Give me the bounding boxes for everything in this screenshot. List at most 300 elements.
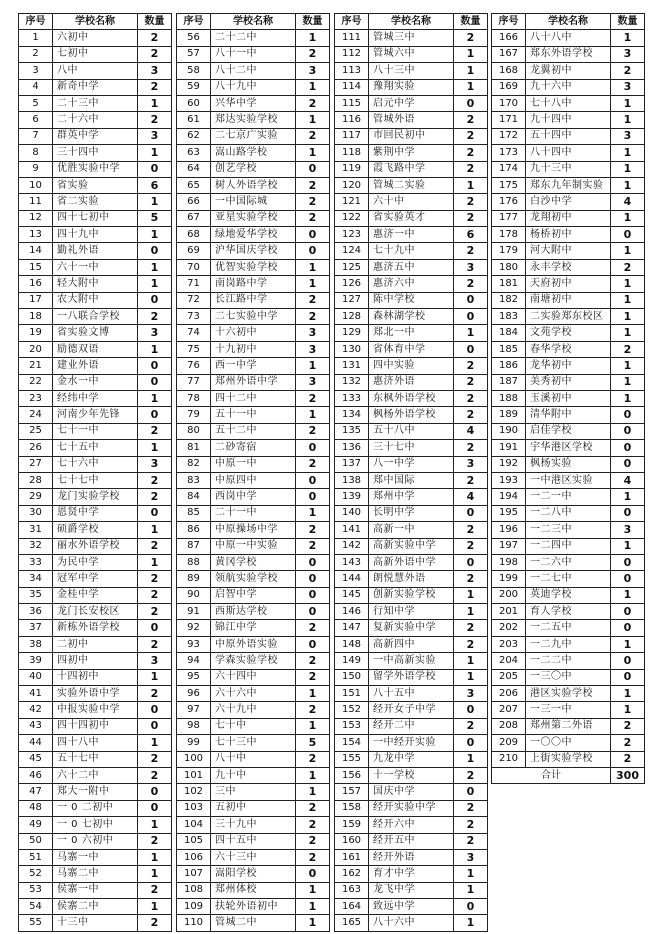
table-row <box>335 915 488 931</box>
school-table-column-4 <box>491 13 645 784</box>
table-row <box>177 538 330 554</box>
table-row <box>177 423 330 439</box>
row-index: 131 <box>335 358 369 374</box>
row-index: 119 <box>335 161 369 177</box>
school-name: 侯寨一中 <box>53 882 138 898</box>
table-row <box>177 522 330 538</box>
school-count: 1 <box>138 554 172 570</box>
school-count: 2 <box>454 276 488 292</box>
row-index: 191 <box>492 440 526 456</box>
table-row <box>177 505 330 521</box>
school-count: 2 <box>454 833 488 849</box>
school-name: 一〇〇中 <box>526 735 611 751</box>
school-name: 二砂寄宿 <box>211 440 296 456</box>
header-school: 学校名称 <box>369 14 454 30</box>
table-header-row <box>19 14 172 30</box>
table-header-row <box>177 14 330 30</box>
table-row <box>335 374 488 390</box>
table-row <box>177 63 330 79</box>
table-row <box>335 161 488 177</box>
school-name: 七十五中 <box>53 440 138 456</box>
school-name: 八十八中 <box>526 30 611 46</box>
table-row <box>177 784 330 800</box>
school-name: 龙翼初中 <box>526 63 611 79</box>
table-row <box>177 161 330 177</box>
table-row <box>492 63 645 79</box>
table-row <box>177 571 330 587</box>
table-row <box>492 751 645 767</box>
table-row <box>19 210 172 226</box>
row-index: 193 <box>492 472 526 488</box>
row-index: 28 <box>19 472 53 488</box>
table-row <box>19 292 172 308</box>
school-count: 1 <box>611 210 645 226</box>
table-row <box>177 407 330 423</box>
school-name: 省实验英才 <box>369 210 454 226</box>
school-name: 四十九中 <box>53 227 138 243</box>
row-index: 23 <box>19 390 53 406</box>
row-index: 74 <box>177 325 211 341</box>
school-count: 2 <box>611 751 645 767</box>
school-name: 十四初中 <box>53 669 138 685</box>
table-row <box>177 866 330 882</box>
row-index: 172 <box>492 128 526 144</box>
table-row <box>335 63 488 79</box>
school-count: 1 <box>611 95 645 111</box>
school-name: 沪华国庆学校 <box>211 243 296 259</box>
table-row <box>335 259 488 275</box>
table-row <box>177 227 330 243</box>
school-name: 郑达实验学校 <box>211 112 296 128</box>
row-index: 91 <box>177 604 211 620</box>
school-name: 清华附中 <box>526 407 611 423</box>
school-name: 八十二中 <box>211 63 296 79</box>
school-count: 5 <box>138 210 172 226</box>
school-count: 0 <box>454 505 488 521</box>
table-row <box>19 604 172 620</box>
school-name: 管城三中 <box>369 30 454 46</box>
row-index: 72 <box>177 292 211 308</box>
school-name: 金水一中 <box>53 374 138 390</box>
school-name: 一 0 二初中 <box>53 800 138 816</box>
school-name: 一二四中 <box>526 538 611 554</box>
school-name: 一二三中 <box>526 522 611 538</box>
school-name: 郑东外语学校 <box>526 46 611 62</box>
school-name: 十三中 <box>53 915 138 931</box>
table-row <box>19 63 172 79</box>
table-row <box>335 636 488 652</box>
table-row <box>335 735 488 751</box>
school-count: 2 <box>611 259 645 275</box>
row-index: 164 <box>335 899 369 915</box>
school-count: 0 <box>454 554 488 570</box>
school-count: 1 <box>138 669 172 685</box>
row-index: 100 <box>177 751 211 767</box>
table-row <box>335 210 488 226</box>
row-index: 168 <box>492 63 526 79</box>
school-count: 2 <box>138 915 172 931</box>
school-name: 二十一中 <box>211 505 296 521</box>
table-row <box>335 669 488 685</box>
row-index: 1 <box>19 30 53 46</box>
school-count: 0 <box>296 604 330 620</box>
school-name: 省体育中学 <box>369 341 454 357</box>
table-row <box>19 882 172 898</box>
row-index: 120 <box>335 177 369 193</box>
table-row <box>19 833 172 849</box>
school-name: 九十三中 <box>526 161 611 177</box>
school-name: 四十七初中 <box>53 210 138 226</box>
row-index: 139 <box>335 489 369 505</box>
school-name: 十六初中 <box>211 325 296 341</box>
row-index: 192 <box>492 456 526 472</box>
table-row <box>19 554 172 570</box>
school-name: 五十七中 <box>53 751 138 767</box>
row-index: 6 <box>19 112 53 128</box>
school-name: 嵩山路学校 <box>211 145 296 161</box>
table-row <box>19 46 172 62</box>
row-index: 163 <box>335 882 369 898</box>
row-index: 24 <box>19 407 53 423</box>
school-count: 2 <box>454 145 488 161</box>
row-index: 187 <box>492 374 526 390</box>
row-index: 8 <box>19 145 53 161</box>
table-row <box>335 95 488 111</box>
school-count: 1 <box>611 390 645 406</box>
row-index: 65 <box>177 177 211 193</box>
table-row <box>335 882 488 898</box>
school-name: 六十九中 <box>211 702 296 718</box>
row-index: 16 <box>19 276 53 292</box>
school-count: 0 <box>138 620 172 636</box>
school-name: 郑州中学 <box>369 489 454 505</box>
table-row <box>177 767 330 783</box>
school-name: 七十一中 <box>53 423 138 439</box>
school-name: 六初中 <box>53 30 138 46</box>
table-row <box>177 145 330 161</box>
row-index: 32 <box>19 538 53 554</box>
school-count: 3 <box>138 653 172 669</box>
table-row <box>19 128 172 144</box>
table-row <box>19 620 172 636</box>
table-row <box>177 309 330 325</box>
school-count: 2 <box>454 390 488 406</box>
table-row <box>492 95 645 111</box>
school-count: 2 <box>454 161 488 177</box>
school-count: 1 <box>296 718 330 734</box>
row-index: 36 <box>19 604 53 620</box>
row-index: 4 <box>19 79 53 95</box>
total-row <box>492 767 645 783</box>
row-index: 14 <box>19 243 53 259</box>
school-count: 0 <box>611 604 645 620</box>
table-row <box>19 686 172 702</box>
row-index: 27 <box>19 456 53 472</box>
row-index: 186 <box>492 358 526 374</box>
school-name: 经开六中 <box>369 817 454 833</box>
school-name: 八十五中 <box>369 686 454 702</box>
school-count: 1 <box>454 604 488 620</box>
school-name: 六十二中 <box>53 767 138 783</box>
school-name: 龙飞中学 <box>369 882 454 898</box>
row-index: 33 <box>19 554 53 570</box>
school-count: 0 <box>296 161 330 177</box>
row-index: 130 <box>335 341 369 357</box>
school-name: 四十八中 <box>53 735 138 751</box>
school-count: 1 <box>138 227 172 243</box>
row-index: 123 <box>335 227 369 243</box>
school-name: 三十九中 <box>211 817 296 833</box>
row-index: 178 <box>492 227 526 243</box>
school-name: 管城外语 <box>369 112 454 128</box>
table-row <box>19 145 172 161</box>
school-count: 1 <box>138 341 172 357</box>
table-row <box>335 407 488 423</box>
table-row <box>19 407 172 423</box>
table-row <box>492 341 645 357</box>
row-index: 184 <box>492 325 526 341</box>
school-name: 二实验郑东校区 <box>526 309 611 325</box>
row-index: 169 <box>492 79 526 95</box>
school-count: 2 <box>138 423 172 439</box>
school-count: 3 <box>296 63 330 79</box>
school-count: 0 <box>296 227 330 243</box>
row-index: 146 <box>335 604 369 620</box>
school-name: 一二五中 <box>526 620 611 636</box>
table-row <box>19 915 172 931</box>
school-name: 中原一中实验 <box>211 538 296 554</box>
school-name: 九十四中 <box>526 112 611 128</box>
school-count: 2 <box>454 194 488 210</box>
row-index: 207 <box>492 702 526 718</box>
table-row <box>177 46 330 62</box>
table-row <box>335 440 488 456</box>
school-name: 学森实验学校 <box>211 653 296 669</box>
school-count: 2 <box>296 95 330 111</box>
school-name: 宇华港区学校 <box>526 440 611 456</box>
header-school: 学校名称 <box>211 14 296 30</box>
row-index: 18 <box>19 309 53 325</box>
table-row <box>177 489 330 505</box>
school-count: 3 <box>454 456 488 472</box>
school-count: 1 <box>296 784 330 800</box>
row-index: 49 <box>19 817 53 833</box>
table-row <box>177 177 330 193</box>
row-index: 185 <box>492 341 526 357</box>
school-name: 经开外语 <box>369 849 454 865</box>
row-index: 26 <box>19 440 53 456</box>
table-row <box>335 538 488 554</box>
school-name: 新栋外语学校 <box>53 620 138 636</box>
school-count: 2 <box>454 472 488 488</box>
table-row <box>177 472 330 488</box>
school-count: 1 <box>138 95 172 111</box>
school-name: 七初中 <box>53 46 138 62</box>
school-count: 2 <box>454 30 488 46</box>
row-index: 108 <box>177 882 211 898</box>
row-index: 179 <box>492 243 526 259</box>
school-name: 经开二中 <box>369 718 454 734</box>
school-name: 省二实验 <box>53 194 138 210</box>
row-index: 135 <box>335 423 369 439</box>
school-table-column-1 <box>18 13 172 932</box>
school-name: 惠济外语 <box>369 374 454 390</box>
school-name: 郑中国际 <box>369 472 454 488</box>
school-name: 省实验 <box>53 177 138 193</box>
school-count: 1 <box>296 30 330 46</box>
school-count: 1 <box>611 636 645 652</box>
table-row <box>335 194 488 210</box>
school-name: 七十七中 <box>53 472 138 488</box>
row-index: 86 <box>177 522 211 538</box>
school-count: 0 <box>611 456 645 472</box>
table-row <box>177 243 330 259</box>
row-index: 115 <box>335 95 369 111</box>
table-row <box>177 79 330 95</box>
row-index: 133 <box>335 390 369 406</box>
school-name: 一中港区实验 <box>526 472 611 488</box>
table-row <box>177 30 330 46</box>
table-row <box>19 440 172 456</box>
school-name: 行知中学 <box>369 604 454 620</box>
school-name: 八十六中 <box>369 915 454 931</box>
school-name: 紫荆中学 <box>369 145 454 161</box>
row-index: 144 <box>335 571 369 587</box>
row-index: 198 <box>492 554 526 570</box>
table-row <box>492 587 645 603</box>
row-index: 54 <box>19 899 53 915</box>
row-index: 124 <box>335 243 369 259</box>
school-count: 2 <box>138 30 172 46</box>
school-count: 2 <box>296 538 330 554</box>
school-name: 八十三中 <box>369 63 454 79</box>
school-count: 1 <box>454 866 488 882</box>
school-name: 郑东九年制实验 <box>526 177 611 193</box>
row-index: 158 <box>335 800 369 816</box>
row-index: 160 <box>335 833 369 849</box>
row-index: 183 <box>492 309 526 325</box>
row-index: 127 <box>335 292 369 308</box>
table-row <box>19 751 172 767</box>
school-name: 南岗路中学 <box>211 276 296 292</box>
school-count: 0 <box>454 735 488 751</box>
school-name: 经开女子中学 <box>369 702 454 718</box>
row-index: 174 <box>492 161 526 177</box>
row-index: 73 <box>177 309 211 325</box>
school-count: 1 <box>138 817 172 833</box>
school-name: 河大附中 <box>526 243 611 259</box>
table-row <box>492 46 645 62</box>
table-row <box>492 390 645 406</box>
school-count: 1 <box>611 243 645 259</box>
school-name: 致远中学 <box>369 899 454 915</box>
school-name: 龙翔初中 <box>526 210 611 226</box>
school-name: 高新一中 <box>369 522 454 538</box>
table-row <box>177 374 330 390</box>
table-row <box>335 128 488 144</box>
row-index: 106 <box>177 849 211 865</box>
row-index: 208 <box>492 718 526 734</box>
row-index: 11 <box>19 194 53 210</box>
row-index: 41 <box>19 686 53 702</box>
school-count: 2 <box>454 128 488 144</box>
row-index: 17 <box>19 292 53 308</box>
table-row <box>492 292 645 308</box>
school-count: 2 <box>296 833 330 849</box>
row-index: 189 <box>492 407 526 423</box>
row-index: 210 <box>492 751 526 767</box>
row-index: 162 <box>335 866 369 882</box>
table-row <box>335 489 488 505</box>
row-index: 95 <box>177 669 211 685</box>
school-name: 白沙中学 <box>526 194 611 210</box>
row-index: 165 <box>335 915 369 931</box>
row-index: 147 <box>335 620 369 636</box>
school-name: 实验外语中学 <box>53 686 138 702</box>
table-row <box>335 227 488 243</box>
row-index: 93 <box>177 636 211 652</box>
school-name: 英迪学校 <box>526 587 611 603</box>
school-count: 1 <box>454 177 488 193</box>
school-name: 龙门长安校区 <box>53 604 138 620</box>
school-count: 2 <box>454 636 488 652</box>
table-row <box>335 899 488 915</box>
row-index: 148 <box>335 636 369 652</box>
table-row <box>492 30 645 46</box>
school-count: 0 <box>611 669 645 685</box>
school-name: 陈中学校 <box>369 292 454 308</box>
school-name: 枫杨外语学校 <box>369 407 454 423</box>
row-index: 155 <box>335 751 369 767</box>
row-index: 182 <box>492 292 526 308</box>
row-index: 85 <box>177 505 211 521</box>
school-count: 0 <box>138 358 172 374</box>
table-row <box>335 800 488 816</box>
school-count: 2 <box>138 636 172 652</box>
school-count: 0 <box>454 899 488 915</box>
row-index: 134 <box>335 407 369 423</box>
school-name: 一三一中 <box>526 702 611 718</box>
school-name: 育才中学 <box>369 866 454 882</box>
row-index: 77 <box>177 374 211 390</box>
school-name: 育人学校 <box>526 604 611 620</box>
school-count: 1 <box>296 915 330 931</box>
row-index: 200 <box>492 587 526 603</box>
school-count: 3 <box>611 79 645 95</box>
row-index: 76 <box>177 358 211 374</box>
school-name: 惠济一中 <box>369 227 454 243</box>
row-index: 51 <box>19 849 53 865</box>
school-count: 1 <box>138 259 172 275</box>
school-name: 复新实验中学 <box>369 620 454 636</box>
row-index: 150 <box>335 669 369 685</box>
school-count: 1 <box>296 686 330 702</box>
school-count: 1 <box>296 882 330 898</box>
school-count: 2 <box>454 440 488 456</box>
school-name: 五十二中 <box>211 423 296 439</box>
school-count: 1 <box>611 161 645 177</box>
table-row <box>492 374 645 390</box>
school-count: 4 <box>454 489 488 505</box>
row-index: 109 <box>177 899 211 915</box>
row-index: 177 <box>492 210 526 226</box>
row-index: 145 <box>335 587 369 603</box>
school-name: 一二九中 <box>526 636 611 652</box>
header-index: 序号 <box>492 14 526 30</box>
school-count: 4 <box>454 423 488 439</box>
school-name: 四中实验 <box>369 358 454 374</box>
table-row <box>177 341 330 357</box>
